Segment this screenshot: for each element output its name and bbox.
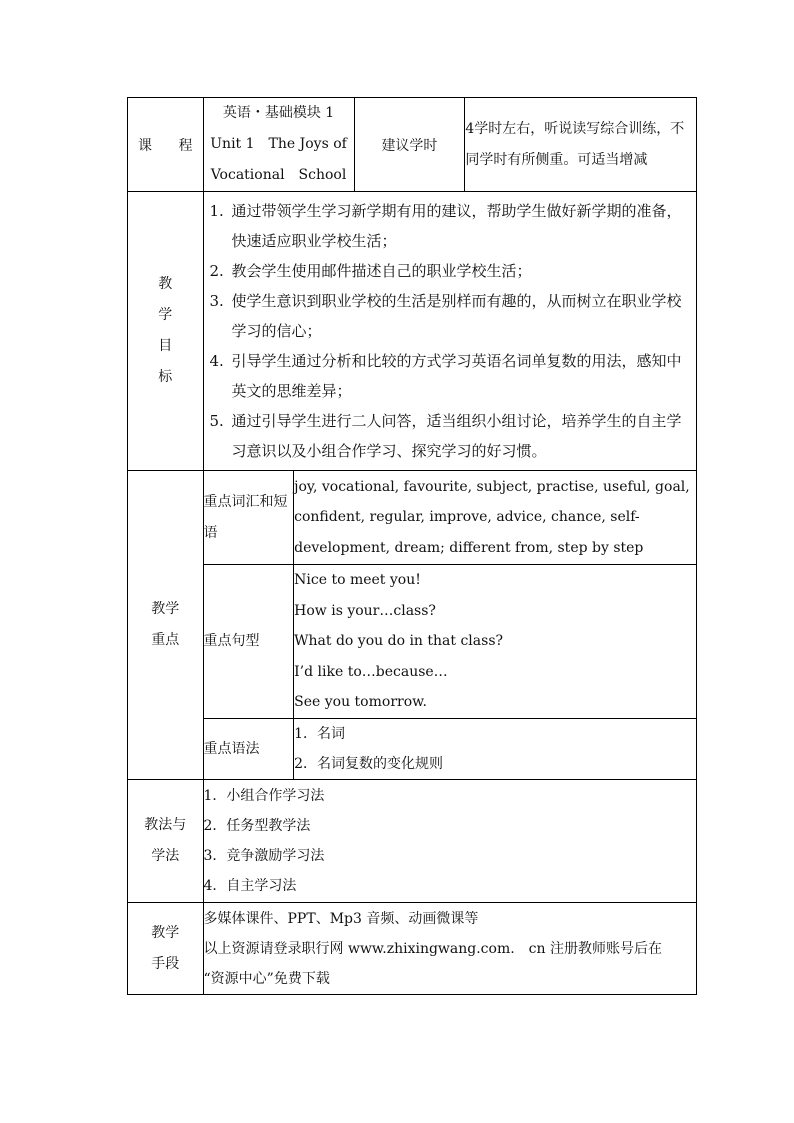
- grammar-label: 重点语法: [203, 740, 260, 757]
- course-name-line: Unit 1 The Joys of: [210, 136, 347, 152]
- goals-label-char: 目: [158, 338, 173, 354]
- goal-number: 1.: [209, 202, 224, 220]
- goals-label-char: 标: [158, 369, 173, 385]
- goal-text: 通过带领学生学习新学期有用的建议，帮助学生做好新学期的准备，快速适应职业学校生活；: [231, 202, 682, 250]
- vocab-label-cell: [203, 471, 294, 565]
- goals-label-char: 教: [158, 276, 173, 292]
- course-name-line: Vocational School: [210, 167, 347, 183]
- hours-value-cell: [465, 98, 697, 192]
- goal-item: [210, 286, 692, 346]
- sentence-line: I’d like to…because…: [294, 663, 448, 680]
- course-label-cell: [128, 98, 204, 192]
- resource-line: 以上资源请登录职行网 www.zhixingwang.com. cn 注册教师账号后在: [203, 940, 662, 957]
- sentences-row: [128, 565, 697, 719]
- sentences-label: 重点句型: [203, 633, 260, 649]
- goal-text: 使学生意识到职业学校的生活是别样而有趣的，从而树立在职业学校学习的信心；: [231, 292, 682, 340]
- grammar-line: 1．名词: [294, 726, 346, 742]
- resource-line: 多媒体课件、PPT、Mp3 音频、动画微课等: [203, 910, 479, 927]
- goals-list: [204, 192, 696, 470]
- vocab-line: development, dream; different from, step by step: [294, 539, 644, 556]
- vocab-line: joy, vocational, favourite, subject, practise, useful, goal,: [294, 478, 690, 495]
- grammar-line: 2．名词复数的变化规则: [294, 756, 444, 772]
- sentence-line: What do you do in that class?: [294, 633, 504, 650]
- goals-label-char: 学: [158, 307, 173, 323]
- goal-item: [210, 196, 692, 256]
- lesson-plan-table: [127, 97, 697, 995]
- methods-label-line: 学法: [151, 848, 180, 864]
- resources-label-line: 教学: [151, 924, 180, 941]
- goal-text: 引导学生通过分析和比较的方式学习英语名词单复数的用法，感知中英文的思维差异；: [231, 352, 682, 400]
- sentence-line: Nice to meet you!: [294, 572, 421, 589]
- vocab-content-cell: [294, 471, 697, 565]
- goal-text: 教会学生使用邮件描述自己的职业学校生活；: [231, 262, 532, 280]
- vocab-row: [128, 471, 697, 565]
- resources-label-cell: [128, 903, 204, 995]
- goal-number: 5.: [209, 412, 224, 430]
- hours-label: 建议学时: [381, 137, 438, 154]
- hours-value: 4学时左右，听说读写综合训练，不同学时有所侧重。可适当增减: [465, 120, 685, 168]
- sentences-content-cell: [294, 565, 697, 719]
- grammar-row: [128, 719, 697, 780]
- course-label-char: 课: [138, 137, 152, 154]
- method-item: 1．小组合作学习法: [203, 788, 325, 804]
- course-name-cell: [203, 98, 354, 192]
- methods-row: [128, 780, 697, 903]
- key-points-label-line: 重点: [151, 632, 180, 648]
- goal-item: [210, 406, 692, 466]
- resources-row: [128, 903, 697, 995]
- goal-number: 2.: [209, 262, 224, 280]
- goals-row: [128, 192, 697, 471]
- key-points-label-cell: [128, 471, 204, 780]
- grammar-label-cell: [203, 719, 294, 780]
- resources-content-cell: [203, 903, 696, 995]
- goal-number: 4.: [209, 352, 224, 370]
- sentence-line: How is your…class?: [294, 602, 436, 619]
- key-points-label-line: 教学: [151, 601, 180, 617]
- goal-item: [210, 346, 692, 406]
- method-item: 4．自主学习法: [203, 878, 297, 894]
- goal-number: 3.: [209, 292, 224, 310]
- methods-label-cell: [128, 780, 204, 903]
- resource-line: “资源中心”免费下载: [203, 970, 330, 987]
- course-name-line: 英语・基础模块 1: [222, 105, 335, 121]
- course-label-char: 程: [178, 137, 193, 154]
- sentences-label-cell: [203, 565, 294, 719]
- goal-text: 通过引导学生进行二人问答，适当组织小组讨论，培养学生的自主学习意识以及小组合作学习、探究学习的好习惯。: [231, 412, 682, 460]
- methods-label-line: 教法与: [144, 817, 187, 833]
- grammar-content-cell: [294, 719, 697, 780]
- hours-label-cell: [354, 98, 465, 192]
- methods-content-cell: [203, 780, 696, 903]
- vocab-label: 重点词汇和短语: [203, 493, 288, 541]
- goals-content-cell: [203, 192, 696, 471]
- vocab-line: confident, regular, improve, advice, chance, self-: [294, 509, 640, 526]
- goal-item: [210, 256, 692, 286]
- course-row: [128, 98, 697, 192]
- method-item: 3．竞争激励学习法: [203, 848, 325, 864]
- resources-label-line: 手段: [151, 955, 180, 972]
- sentence-line: See you tomorrow.: [294, 694, 427, 711]
- method-item: 2．任务型教学法: [203, 818, 311, 834]
- goals-label-cell: [128, 192, 204, 471]
